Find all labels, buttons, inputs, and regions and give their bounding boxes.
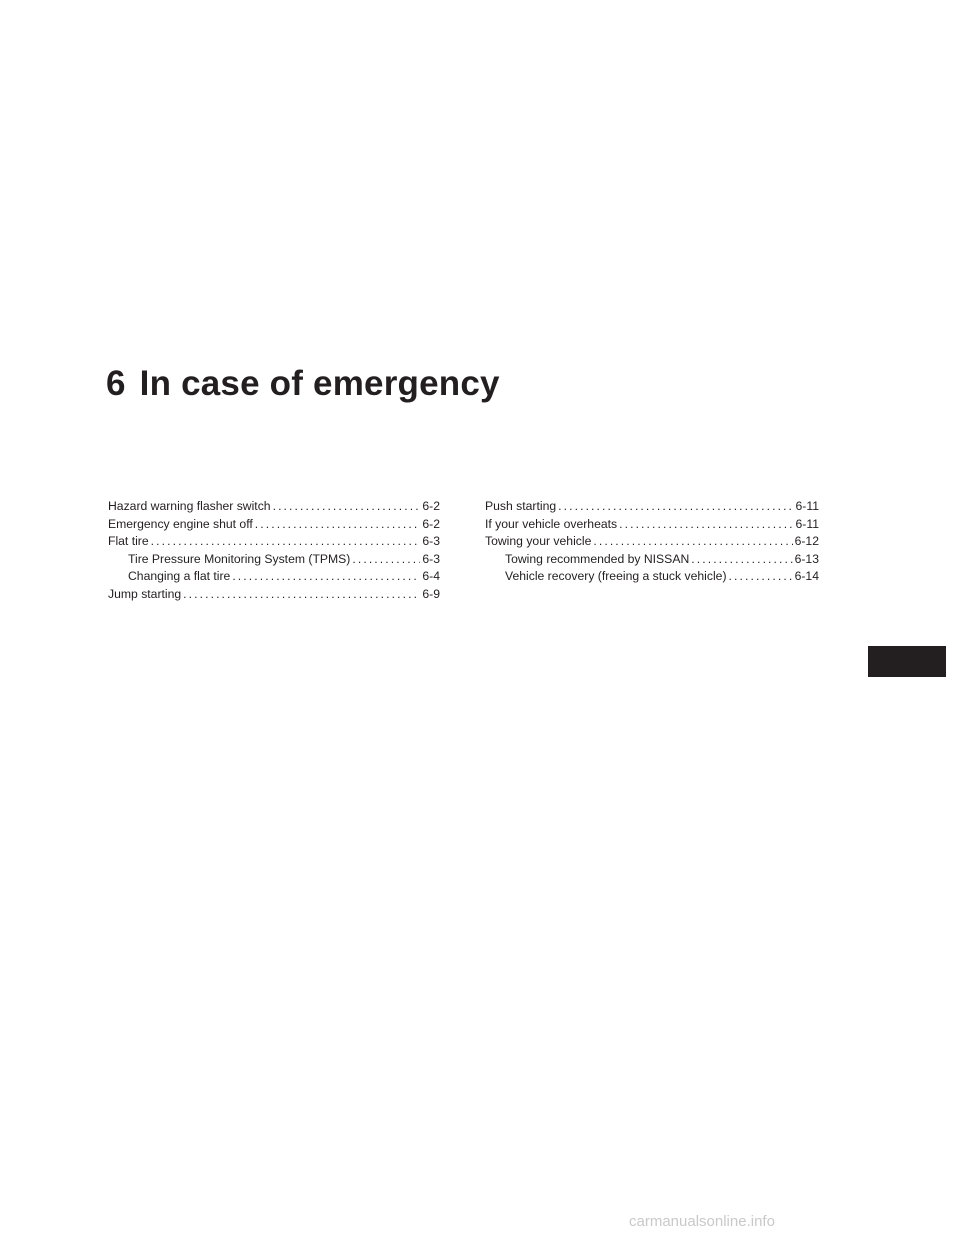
chapter-title-text: In case of emergency bbox=[139, 364, 500, 403]
toc-entry-push-starting[interactable] bbox=[485, 498, 819, 516]
toc-entry-label: Vehicle recovery (freeing a stuck vehicle) bbox=[505, 569, 727, 583]
toc-leader-dots bbox=[352, 551, 420, 569]
toc-entry-if-your-vehicle-overheats[interactable] bbox=[485, 516, 819, 534]
chapter-title bbox=[106, 362, 500, 406]
toc-entry-vehicle-recovery[interactable] bbox=[485, 568, 819, 586]
toc-entry-label: Flat tire bbox=[108, 534, 149, 548]
toc-leader-dots bbox=[255, 516, 421, 534]
toc-entry-label: Towing recommended by NISSAN bbox=[505, 551, 690, 566]
toc-leader-dots bbox=[232, 568, 420, 586]
toc-entry-label: Tire Pressure Monitoring System (TPMS) bbox=[128, 551, 351, 566]
toc-entry-label: Towing your vehicle bbox=[485, 534, 592, 548]
toc-leader-dots bbox=[729, 568, 793, 586]
toc-leader-dots bbox=[273, 498, 421, 516]
toc-leader-dots bbox=[183, 586, 420, 604]
toc-entry-page: 6-12 bbox=[794, 534, 819, 548]
toc-entry-emergency-engine-shut-off[interactable] bbox=[108, 516, 440, 534]
toc-entry-page: 6-2 bbox=[422, 516, 440, 531]
toc-entry-flat-tire[interactable] bbox=[108, 533, 440, 551]
toc-entry-jump-starting[interactable] bbox=[108, 586, 440, 604]
toc-leader-dots bbox=[151, 533, 421, 551]
chapter-number: 6 bbox=[106, 364, 126, 403]
toc-leader-dots bbox=[619, 516, 793, 534]
toc-entry-label: Push starting bbox=[485, 499, 557, 513]
toc-leader-dots bbox=[691, 551, 792, 569]
toc-entry-page: 6-14 bbox=[794, 569, 819, 583]
toc-entry-label: Hazard warning flasher switch bbox=[108, 499, 271, 513]
toc-entry-towing-your-vehicle[interactable] bbox=[485, 533, 819, 551]
toc-entry-page: 6-3 bbox=[422, 534, 440, 548]
toc-entry-page: 6-4 bbox=[422, 569, 440, 583]
toc-entry-label: Emergency engine shut off bbox=[108, 516, 253, 531]
toc-entry-label: If your vehicle overheats bbox=[485, 516, 618, 531]
toc-entry-label: Jump starting bbox=[108, 586, 182, 601]
toc-entry-hazard-warning-flasher-switch[interactable] bbox=[108, 498, 440, 516]
toc-entry-page: 6-11 bbox=[795, 516, 819, 531]
toc-leader-dots bbox=[593, 533, 792, 551]
toc-entry-changing-a-flat-tire[interactable] bbox=[108, 568, 440, 586]
toc-entry-page: 6-2 bbox=[422, 499, 440, 513]
toc-left-column bbox=[108, 498, 440, 603]
toc-entry-page: 6-3 bbox=[422, 551, 440, 566]
toc-entry-page: 6-9 bbox=[422, 586, 440, 601]
chapter-thumb-tab bbox=[868, 646, 946, 677]
toc-entry-page: 6-11 bbox=[795, 499, 819, 513]
toc-entry-label: Changing a flat tire bbox=[128, 569, 231, 583]
toc-leader-dots bbox=[558, 498, 793, 516]
toc-entry-page: 6-13 bbox=[794, 551, 819, 566]
toc-entry-towing-recommended-by-nissan[interactable] bbox=[485, 551, 819, 569]
watermark-text: carmanualsonline.info bbox=[629, 1213, 775, 1230]
toc-entry-tpms[interactable] bbox=[108, 551, 440, 569]
toc-right-column bbox=[485, 498, 819, 586]
